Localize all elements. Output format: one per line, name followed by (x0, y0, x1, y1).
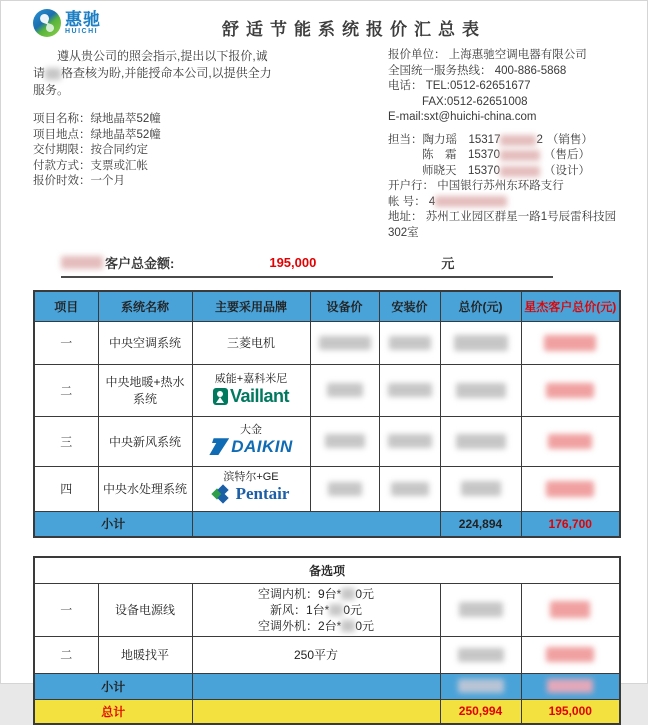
vaillant-logo-text: Vaillant (229, 385, 290, 406)
info-right-column (338, 48, 617, 241)
email: E-mail:sxt@huichi-china.com (388, 111, 537, 123)
install-price-redacted (379, 416, 440, 466)
logo-text-block (65, 11, 101, 35)
contact-role: （售后） (543, 149, 590, 161)
header-item: 项目 (34, 291, 98, 321)
equipment-price-redacted (310, 416, 379, 466)
contact-name: 陶力瑶 (422, 133, 457, 146)
equipment-price-redacted (310, 364, 379, 416)
grand-total-empty (192, 699, 440, 724)
system-name: 中央水处理系统 (98, 466, 192, 511)
table-row (34, 636, 620, 673)
contact-phone: 15317 (468, 133, 501, 146)
project-field (33, 143, 338, 159)
project-field (33, 174, 338, 190)
install-price-redacted (379, 364, 440, 416)
header-equipment-price: 设备价 (310, 291, 379, 321)
table-row (34, 321, 620, 364)
row-number: 一 (34, 321, 98, 364)
total-price-redacted (440, 466, 521, 511)
redacted-price (341, 620, 355, 632)
desc-text: 新风：1台* (269, 602, 330, 617)
system-name: 中央空调系统 (98, 321, 192, 364)
customer-price-redacted (521, 583, 620, 636)
service-hotline: 全国统一服务热线： 400-886-5868 (388, 64, 567, 77)
customer-price-redacted (521, 636, 620, 673)
desc-line (195, 618, 438, 634)
grand-total-label: 总计 (34, 699, 192, 724)
option-name: 地暖找平 (98, 636, 192, 673)
options-table (33, 556, 621, 725)
subtotal-empty (192, 511, 440, 537)
option-name: 设备电源线 (98, 583, 192, 636)
logo-chinese-name: 惠驰 (65, 10, 101, 29)
intro-line2-prefix: 请 (33, 66, 46, 80)
subtotal-customer-total: 176,700 (521, 511, 620, 537)
table-header-row (34, 291, 620, 321)
fax: FAX:0512-62651008 (422, 95, 528, 108)
field-label: 项目地点： (33, 128, 91, 141)
info-section (33, 48, 617, 241)
customer-price-redacted (521, 466, 620, 511)
project-fields (33, 112, 338, 190)
huichi-logo-icon (33, 9, 61, 37)
header-brand: 主要采用品牌 (192, 291, 310, 321)
desc-text: 0元 (355, 618, 375, 633)
install-price-redacted (379, 321, 440, 364)
grand-total-row (34, 699, 620, 724)
field-value: 绿地晶萃52幢 (90, 128, 161, 141)
daikin-logo-icon (209, 438, 229, 455)
pentair-logo (213, 484, 290, 504)
account-prefix: 4 (428, 195, 436, 208)
redacted-phone (500, 135, 536, 146)
desc-text: 空调外机：2台* (257, 618, 342, 633)
subtotal-total-redacted (440, 673, 521, 699)
brand-cell (192, 416, 310, 466)
install-price-redacted (379, 466, 440, 511)
contact-line (388, 133, 617, 149)
table-row (34, 364, 620, 416)
contact-line (388, 164, 617, 180)
subtotal-row (34, 511, 620, 537)
project-field (33, 159, 338, 175)
brand-mitsubishi: 三菱电机 (192, 321, 310, 364)
subtotal-label: 小计 (34, 673, 192, 699)
bank: 开户行： 中国银行苏州东环路支行 (388, 180, 564, 192)
table-row (34, 466, 620, 511)
total-price-redacted (440, 636, 521, 673)
options-title-row (34, 557, 620, 583)
quote-company: 报价单位： 上海惠驰空调电器有限公司 (388, 49, 587, 61)
field-label: 项目名称： (33, 113, 91, 125)
daikin-logo (209, 437, 293, 457)
system-name: 中央地暖+热水系统 (98, 364, 192, 416)
total-price-redacted (440, 416, 521, 466)
intro-line2 (33, 65, 338, 82)
vaillant-logo-icon (213, 388, 228, 405)
intro-line1: 遵从贵公司的照会指示,提出以下报价,诚 (57, 49, 268, 63)
brand-cell (192, 466, 310, 511)
header-install-price: 安装价 (379, 291, 440, 321)
redacted-text (45, 68, 61, 80)
row-number: 二 (34, 364, 98, 416)
customer-price-redacted (521, 321, 620, 364)
contact-role: （销售） (546, 133, 593, 146)
desc-line (195, 602, 438, 618)
field-value: 支票或汇帐 (90, 159, 148, 172)
desc-text: 0元 (355, 586, 375, 601)
field-value: 绿地晶萃52幢 (90, 113, 161, 125)
total-unit: 元 (441, 256, 455, 271)
intro-paragraph (33, 48, 338, 99)
desc-text: 空调内机：9台* (257, 586, 342, 601)
field-value: 一个月 (90, 175, 125, 187)
row-number: 三 (34, 416, 98, 466)
total-amount: 195,000 (269, 255, 317, 270)
main-pricing-table (33, 290, 621, 538)
redacted-account (435, 196, 507, 207)
subtotal-customer-redacted (521, 673, 620, 699)
page-title: 舒适节能系统报价汇总表 (222, 20, 486, 39)
options-subtotal-row (34, 673, 620, 699)
customer-price-redacted (521, 416, 620, 466)
intro-line3: 服务。 (33, 83, 70, 97)
contacts-block (388, 133, 617, 180)
company-logo (33, 9, 101, 37)
total-price-redacted (440, 583, 521, 636)
field-label: 报价时效： (33, 175, 91, 187)
subtotal-total: 224,894 (440, 511, 521, 537)
equipment-price-redacted (310, 321, 379, 364)
contact-role: （设计） (543, 164, 590, 177)
daikin-logo-text: DAIKIN (231, 436, 293, 456)
field-value: 按合同约定 (90, 144, 148, 156)
grand-total-value: 250,994 (440, 699, 521, 724)
field-label: 付款方式： (33, 159, 91, 172)
contact-phone: 15370 (468, 149, 500, 161)
row-number: 二 (34, 636, 98, 673)
address: 地址： 苏州工业园区群星一路1号辰雷科技园302室 (388, 211, 617, 239)
redacted-prefix (61, 256, 103, 269)
row-number: 四 (34, 466, 98, 511)
info-left-column (33, 48, 338, 241)
contact-phone: 15370 (468, 164, 500, 177)
total-label: 客户总金额: (105, 256, 175, 271)
pentair-logo-text: Pentair (235, 484, 290, 503)
contact-label: 担当： (388, 133, 423, 146)
grand-customer-total-value: 195,000 (521, 699, 620, 724)
brand-text: 威能+嘉科米尼 (214, 372, 288, 385)
document-header (33, 9, 617, 40)
brand-text: 滨特尔+GE (223, 471, 279, 483)
telephone: 电话： TEL:0512-62651677 (388, 80, 531, 92)
option-description: 250平方 (192, 636, 440, 673)
account-line (388, 195, 617, 211)
contact-line (388, 148, 617, 164)
subtotal-empty (192, 673, 440, 699)
subtotal-label: 小计 (34, 511, 192, 537)
contact-name: 师晓天 (422, 164, 457, 177)
total-price-redacted (440, 321, 521, 364)
brand-text: 大金 (240, 423, 262, 436)
redacted-price (341, 588, 355, 600)
options-title: 备选项 (34, 557, 620, 583)
pentair-logo-icon (213, 485, 231, 503)
table-row (34, 583, 620, 636)
contact-name: 陈 霜 (422, 149, 457, 161)
system-name: 中央新风系统 (98, 416, 192, 466)
desc-text: 0元 (343, 602, 363, 617)
vaillant-logo (213, 386, 289, 407)
header-system: 系统名称 (98, 291, 192, 321)
option-description (192, 583, 440, 636)
account-label: 帐 号： (388, 195, 426, 208)
row-number: 一 (34, 583, 98, 636)
project-field (33, 112, 338, 128)
customer-total-line (61, 253, 553, 278)
field-label: 交付期限： (33, 144, 91, 156)
redacted-price (329, 604, 343, 616)
customer-price-redacted (521, 364, 620, 416)
logo-english-name: HUICHI (65, 28, 99, 35)
redacted-phone (500, 150, 540, 161)
header-customer-price: 星杰客户总价(元) (521, 291, 620, 321)
total-price-redacted (440, 364, 521, 416)
redacted-phone (500, 166, 540, 177)
table-row (34, 416, 620, 466)
contact-phone-suffix: 2 (536, 133, 543, 146)
equipment-price-redacted (310, 466, 379, 511)
header-total-price: 总价(元) (440, 291, 521, 321)
brand-cell (192, 364, 310, 416)
intro-line2-suffix: 格查核为盼,并能授命本公司,以提供全力 (61, 66, 272, 80)
desc-line (195, 586, 438, 602)
project-field (33, 128, 338, 144)
